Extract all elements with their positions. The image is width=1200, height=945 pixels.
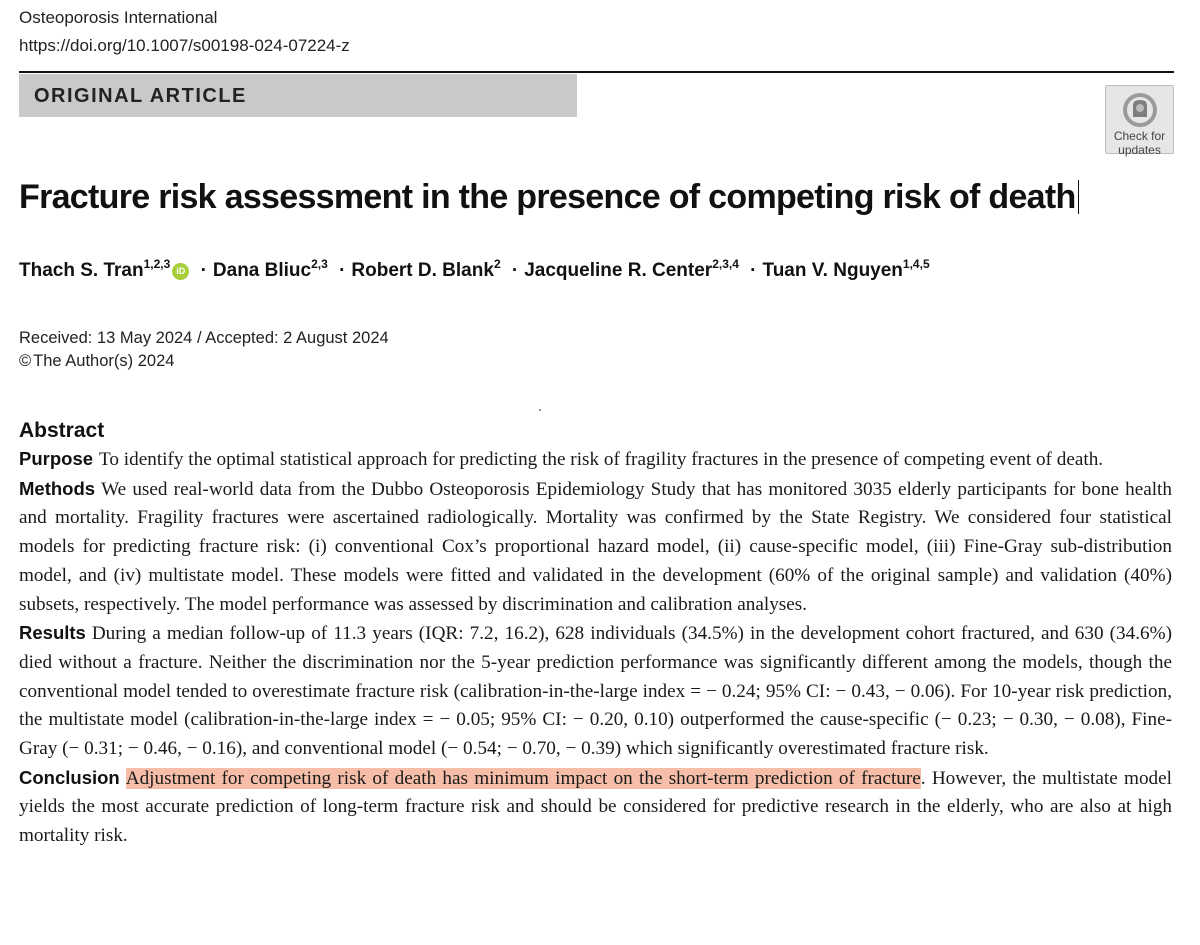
abstract-body: [19, 445, 1172, 851]
copyright-line: [19, 350, 174, 372]
section-text: To identify the optimal statistical approach for predicting the risk of fragility fractures in the presence of competing event of death.: [99, 449, 1104, 470]
author-affiliation: 2,3: [311, 257, 328, 271]
section-label: Results: [19, 622, 86, 644]
crossmark-label-2: updates: [1118, 143, 1161, 157]
crossmark-icon: [1121, 91, 1159, 129]
section-label: Methods: [19, 477, 96, 499]
author-name[interactable]: Tuan V. Nguyen: [762, 260, 903, 281]
author-name[interactable]: Dana Bliuc: [212, 260, 312, 281]
journal-name: Osteoporosis International: [19, 8, 218, 27]
author-affiliation: 1,4,5: [902, 257, 930, 271]
author-affiliation: 2: [493, 257, 501, 271]
abstract-results: [19, 619, 1172, 764]
author-separator: ·: [750, 260, 757, 281]
author-name[interactable]: Thach S. Tran: [19, 260, 144, 281]
article-type-banner: ORIGINAL ARTICLE: [19, 74, 577, 117]
crossmark-label-1: Check for: [1113, 129, 1166, 143]
header-rule: [19, 71, 1174, 73]
author-name[interactable]: Jacqueline R. Center: [524, 260, 713, 281]
orcid-icon[interactable]: iD: [172, 263, 189, 280]
section-text: . However, the multistate model yields the most accurate prediction of long-term fracture risk and should be considered for predictive research in the elderly, who are also at high mortality risk.: [19, 767, 1172, 847]
text-caret: [1078, 180, 1080, 214]
section-label: Conclusion: [19, 766, 120, 788]
author-separator: ·: [200, 260, 207, 281]
author-separator: ·: [511, 260, 519, 281]
section-text: During a median follow-up of 11.3 years (IQR: 7.2, 16.2), 628 individuals (34.5%) in the development cohort fractured, and 630 (34.6%) died without a fracture. Neither the discrimination nor the 5-year prediction performance was significantly different among the models, though the conventional model tended to overestimate fracture risk (calibration-in-the-large index = − 0.24; 95% CI: − 0.43, − 0.06). For 10-year risk prediction, the multistate model (calibration-in-the-large index = − 0.05; 95% CI: − 0.20, 0.10) outperformed the cause-specific (− 0.23; − 0.30, − 0.08), Fine-Gray (− 0.31; − 0.46, − 0.16), and conventional model (− 0.54; − 0.70, − 0.39) which significantly overestimated fracture risk.: [19, 623, 1172, 760]
copyright-symbol: ©: [19, 352, 32, 370]
article-title: [19, 174, 1079, 220]
received-accepted-dates: Received: 13 May 2024 / Accepted: 2 August 2024: [19, 329, 389, 347]
abstract-heading: Abstract: [19, 419, 105, 442]
stray-dot: [539, 409, 541, 411]
title-text: Fracture risk assessment in the presence of competing risk of death: [19, 178, 1076, 216]
abstract-purpose: [19, 445, 1172, 475]
author-affiliation: 2,3,4: [712, 257, 739, 271]
copyright-text: The Author(s) 2024: [33, 352, 175, 370]
check-for-updates-button[interactable]: [1105, 85, 1174, 157]
author-separator: ·: [339, 260, 346, 281]
section-text: We used real-world data from the Dubbo Osteoporosis Epidemiology Study that has monitored 3035 elderly participants for bone health and mortality. Fragility fractures were ascertained radiologically. Mortality was confirmed by the State Registry. We considered four statistical models for predicting fracture risk: (i) conventional Cox’s proportional hazard model, (ii) cause-specific model, (iii) Fine-Gray sub-distribution model, and (iv) multistate model. These models were fitted and validated in the development (60% of the original sample) and validation (40%) subsets, respectively. The model performance was assessed by discrimination and calibration analyses.: [19, 478, 1172, 615]
abstract-methods: [19, 475, 1172, 620]
section-label: Purpose: [19, 448, 94, 469]
highlighted-text[interactable]: Adjustment for competing risk of death has minimum impact on the short-term prediction of fracture: [125, 767, 921, 789]
author-affiliation: 1,2,3: [143, 257, 171, 271]
author-list: [19, 256, 930, 286]
abstract-conclusion: [19, 764, 1172, 851]
doi-link[interactable]: https://doi.org/10.1007/s00198-024-07224-z: [19, 36, 350, 55]
author-name[interactable]: Robert D. Blank: [351, 260, 494, 281]
